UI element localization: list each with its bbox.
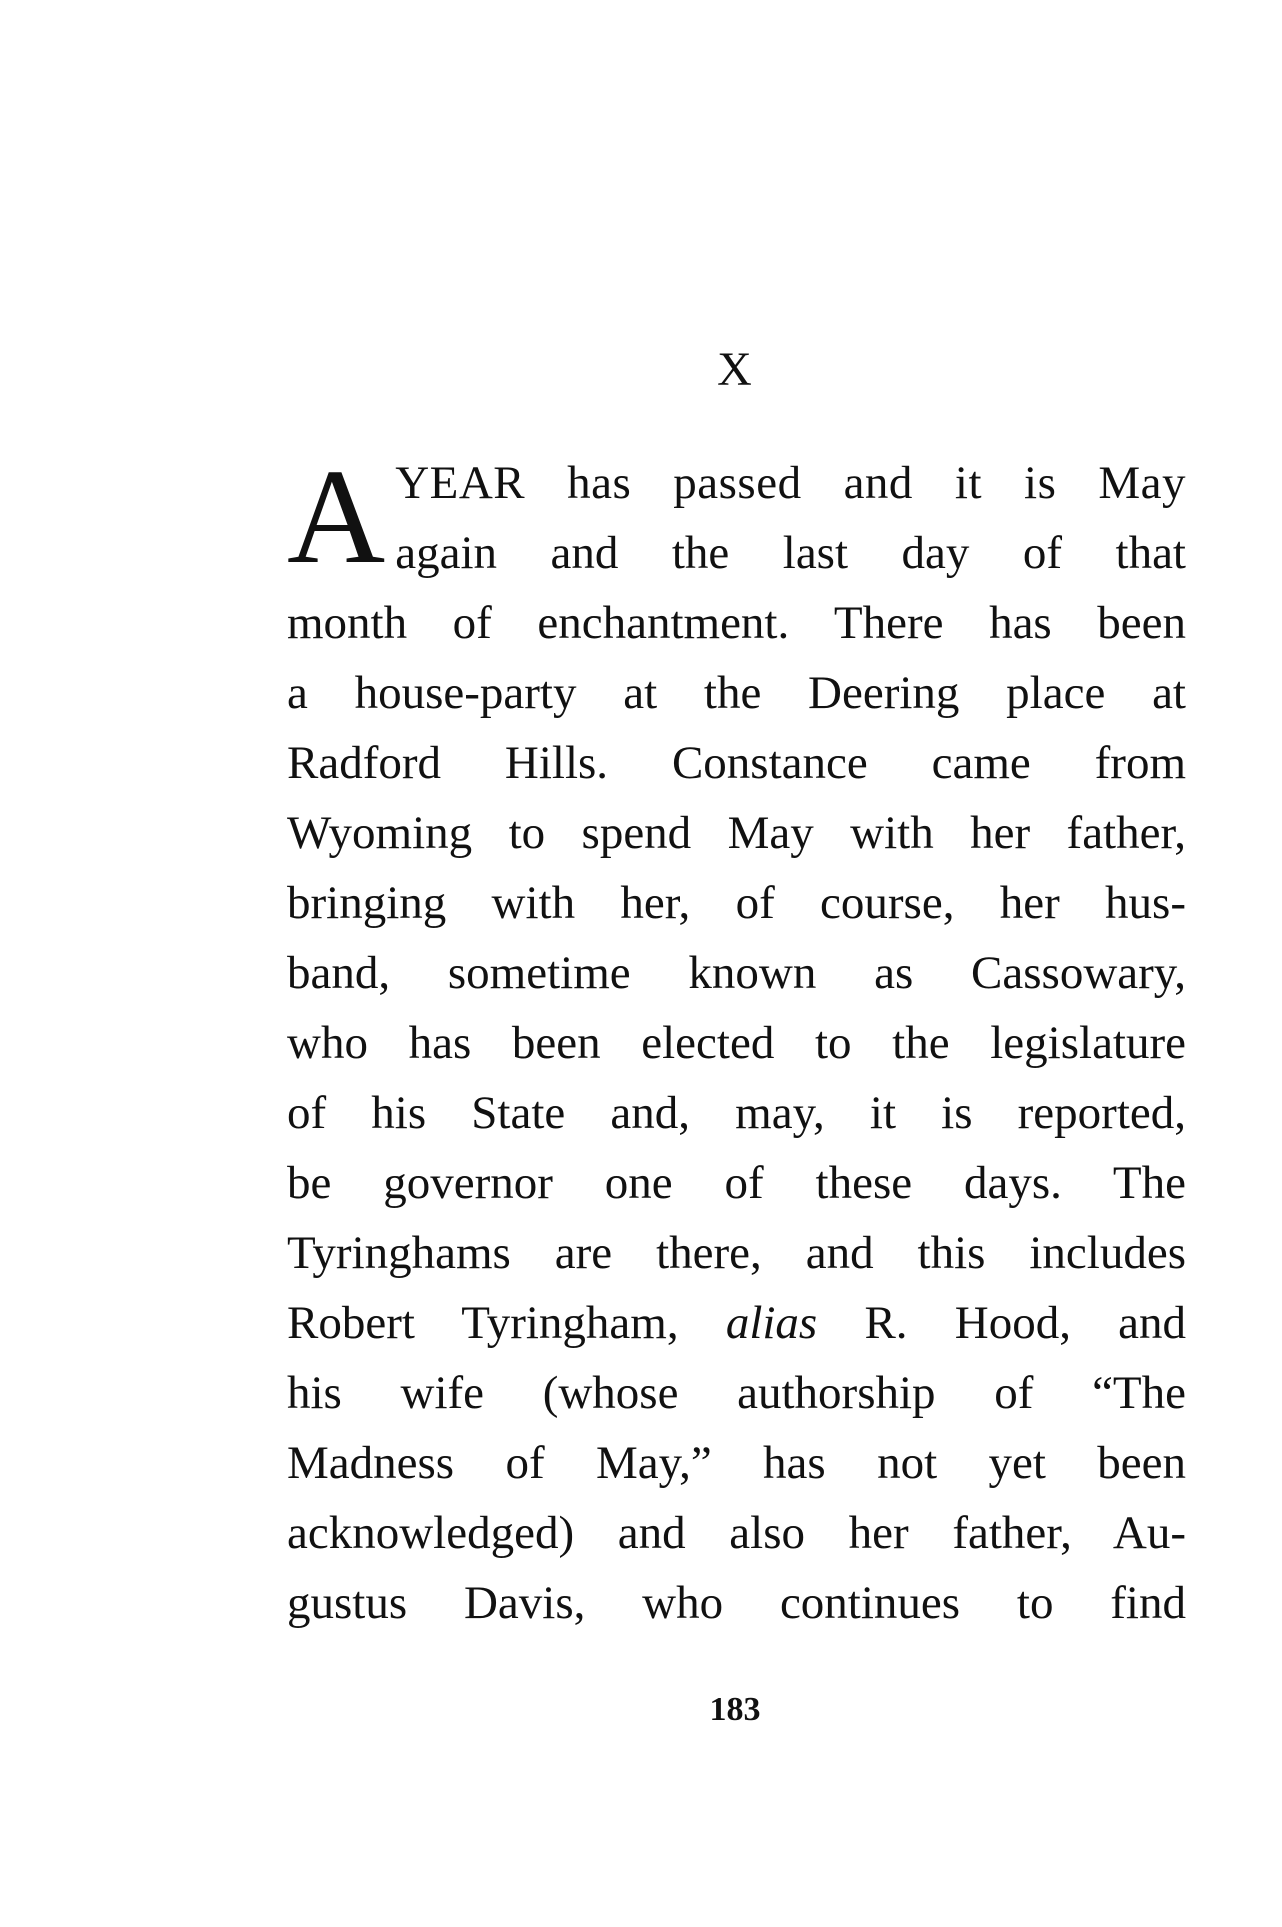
- text-line-2: again and the last day of that: [395, 527, 1186, 579]
- text-line-13-end: R. Hood, and: [864, 1297, 1187, 1349]
- text-line-16: acknowledged) and also her father, Au-: [287, 1507, 1186, 1559]
- text-line-3: month of enchantment. There has been: [287, 597, 1186, 649]
- text-line-8: band, sometime known as Cassowary,: [287, 947, 1186, 999]
- text-line-13-start: Robert Tyringham,: [287, 1297, 679, 1349]
- body-text: [287, 442, 1187, 1638]
- text-line-9: who has been elected to the legislature: [287, 1017, 1186, 1069]
- text-line-1: YEAR has passed and it is May: [395, 457, 1186, 509]
- italic-alias: alias: [725, 1297, 818, 1349]
- text-line-7: bringing with her, of course, her hus-: [287, 877, 1186, 929]
- text-line-11: be governor one of these days. The: [287, 1157, 1186, 1209]
- text-line-4: a house-party at the Deering place at: [287, 667, 1186, 719]
- text-line-6: Wyoming to spend May with her father,: [287, 807, 1186, 859]
- chapter-heading: X: [717, 343, 753, 396]
- text-line-15: Madness of May,” has not yet been: [287, 1437, 1186, 1489]
- page-number: 183: [709, 1691, 761, 1728]
- text-line-10: of his State and, may, it is reported,: [287, 1087, 1186, 1139]
- text-line-5: Radford Hills. Constance came from: [287, 737, 1186, 789]
- text-line-13: [287, 1288, 1186, 1358]
- text-line-12: Tyringhams are there, and this includes: [287, 1227, 1186, 1279]
- drop-cap: A: [287, 442, 386, 592]
- text-line-14: his wife (whose authorship of “The: [287, 1367, 1186, 1419]
- opening-paragraph-start: [287, 442, 1186, 592]
- text-line-17: gustus Davis, who continues to find: [287, 1577, 1186, 1629]
